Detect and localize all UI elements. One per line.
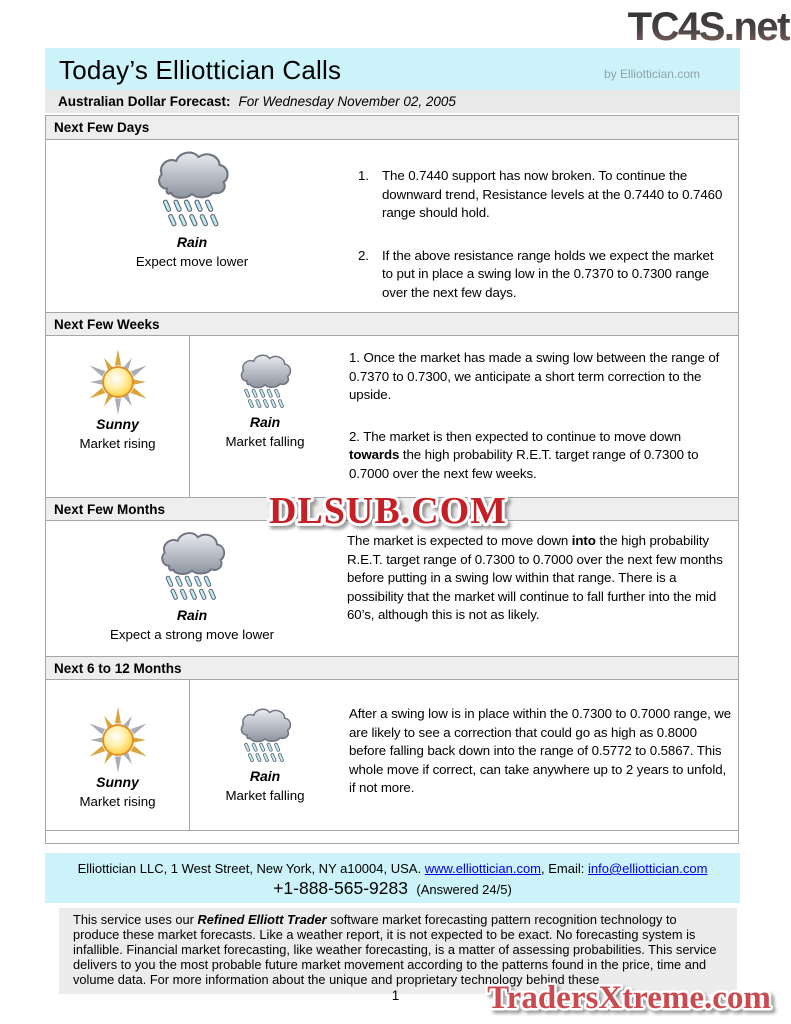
website-link[interactable]: www.elliottician.com — [424, 861, 542, 876]
weather-sublabel: Market rising — [79, 794, 156, 809]
sun-icon — [84, 706, 152, 772]
disclaimer: This service uses our Refined Elliott Trader software market forecasting pattern recognition technology to produce these market forecasts. Like a weather report, it is not expected to be exact. No forecasting system is infallible. Financial market forecasting, like weather forecasting, is a matter of assessing probabilities. This service delivers to you the most probable future market movement according to the patterns found in the price, time and volume data. For more information about the unique and proprietary technology behind these — [59, 908, 737, 994]
weather-cell — [46, 140, 338, 312]
tc4s-logo — [591, 2, 791, 48]
dlsub-watermark — [250, 484, 526, 536]
forecast-bar — [45, 90, 740, 113]
footer-address: Elliottician LLC, 1 West Street, New York, NY a10004, USA. www.elliottician.com, Email: info@elliottician.com — [77, 861, 708, 876]
weather-label: Rain — [176, 234, 208, 250]
section-next-few-days — [46, 116, 738, 312]
section-header: Next Few Weeks — [46, 312, 738, 336]
section-next-6-12-months — [46, 656, 738, 830]
section-text — [338, 521, 738, 656]
forecast-date: For Wednesday November 02, 2005 — [238, 94, 456, 109]
weather-label: Rain — [249, 414, 281, 430]
tradersxtreme-watermark — [468, 972, 790, 1022]
footer-phone-line — [45, 878, 740, 899]
paragraph: 1. Once the market has made a swing low between the range of 0.7370 to 0.7300, we anticipate a short term correction to the upside. — [349, 350, 720, 402]
forecast-label: Australian Dollar Forecast: — [58, 94, 231, 109]
rain-icon — [148, 148, 236, 232]
tradersxtreme-watermark-text: TradersXtreme.com — [487, 980, 771, 1016]
dlsub-watermark-text: DLSUB.COM — [268, 490, 508, 532]
page-number: 1 — [391, 988, 400, 1003]
weather-cell — [46, 336, 190, 497]
item-text: The 0.7440 support has now broken. To continue the downward trend, Resistance levels at the 0.7440 to 0.7460 range should hold. — [382, 168, 723, 220]
rain-icon — [234, 352, 296, 412]
table-bottom-spacer — [46, 830, 738, 843]
footer-contact — [45, 853, 740, 903]
tc4s-logo-text: TC4S.net — [627, 5, 789, 48]
section-next-few-weeks — [46, 312, 738, 497]
list-item — [358, 167, 726, 223]
section-text — [340, 336, 738, 497]
weather-cell — [46, 521, 338, 656]
paragraph: After a swing low is in place within the 0.7300 to 0.7000 range, we are likely to see a correction that could go as high as 0.8000 before falling back down into the range of 0.5772 to 0.5867. This whole move if correct, can take anywhere up to 2 years to unfold, if not more. — [349, 706, 732, 795]
item-number: 2. — [358, 247, 369, 263]
weather-sublabel: Market rising — [79, 436, 156, 451]
rain-icon — [234, 706, 296, 766]
weather-sublabel: Market falling — [225, 788, 305, 803]
weather-label: Rain — [249, 768, 281, 784]
sun-icon — [84, 348, 152, 414]
item-number: 1. — [358, 168, 369, 183]
item-text: If the above resistance range holds we expect the market to put in place a swing low in the 0.7370 to 0.7300 range over the next few days. — [382, 247, 714, 300]
weather-label: Sunny — [96, 416, 139, 432]
weather-cell — [190, 680, 340, 830]
page-title: Today’s Elliottician Calls — [59, 55, 342, 85]
weather-cell — [46, 680, 190, 830]
paragraph: 2. The market is then expected to continue to move down towards the high probability R.E.T. target range of 0.7300 to 0.7000 over the next few weeks. — [349, 428, 699, 481]
title-bar — [45, 48, 740, 90]
paragraph: The market is expected to move down into the high probability R.E.T. target range of 0.7300 to 0.7000 over the next few months before putting in a swing low within that range. There is a possibility that the market will continue to fall further into the mid 60’s, although this is not as likely. — [347, 533, 723, 622]
weather-sublabel: Expect a strong move lower — [109, 627, 275, 642]
section-text — [338, 140, 738, 312]
weather-label: Rain — [176, 607, 208, 623]
rain-icon — [152, 529, 232, 605]
weather-label: Sunny — [96, 774, 139, 790]
byline: by Elliottician.com — [603, 67, 700, 81]
product-name: Refined Elliott Trader — [197, 912, 327, 927]
weather-sublabel: Market falling — [225, 434, 305, 449]
section-header: Next Few Days — [46, 116, 738, 140]
section-header: Next 6 to 12 Months — [46, 656, 738, 680]
bold-word: towards — [349, 447, 400, 462]
phone-number: +1-888-565-9283 — [273, 878, 408, 898]
list-item — [358, 247, 726, 303]
section-header: Next Few Months — [46, 497, 738, 521]
bold-word: into — [571, 533, 596, 548]
answered-note: (Answered 24/5) — [416, 882, 512, 897]
weather-sublabel: Expect move lower — [135, 254, 249, 269]
email-link[interactable]: info@elliottician.com — [587, 861, 708, 876]
section-text — [340, 680, 738, 830]
calls-table — [45, 115, 739, 844]
weather-cell — [190, 336, 340, 497]
